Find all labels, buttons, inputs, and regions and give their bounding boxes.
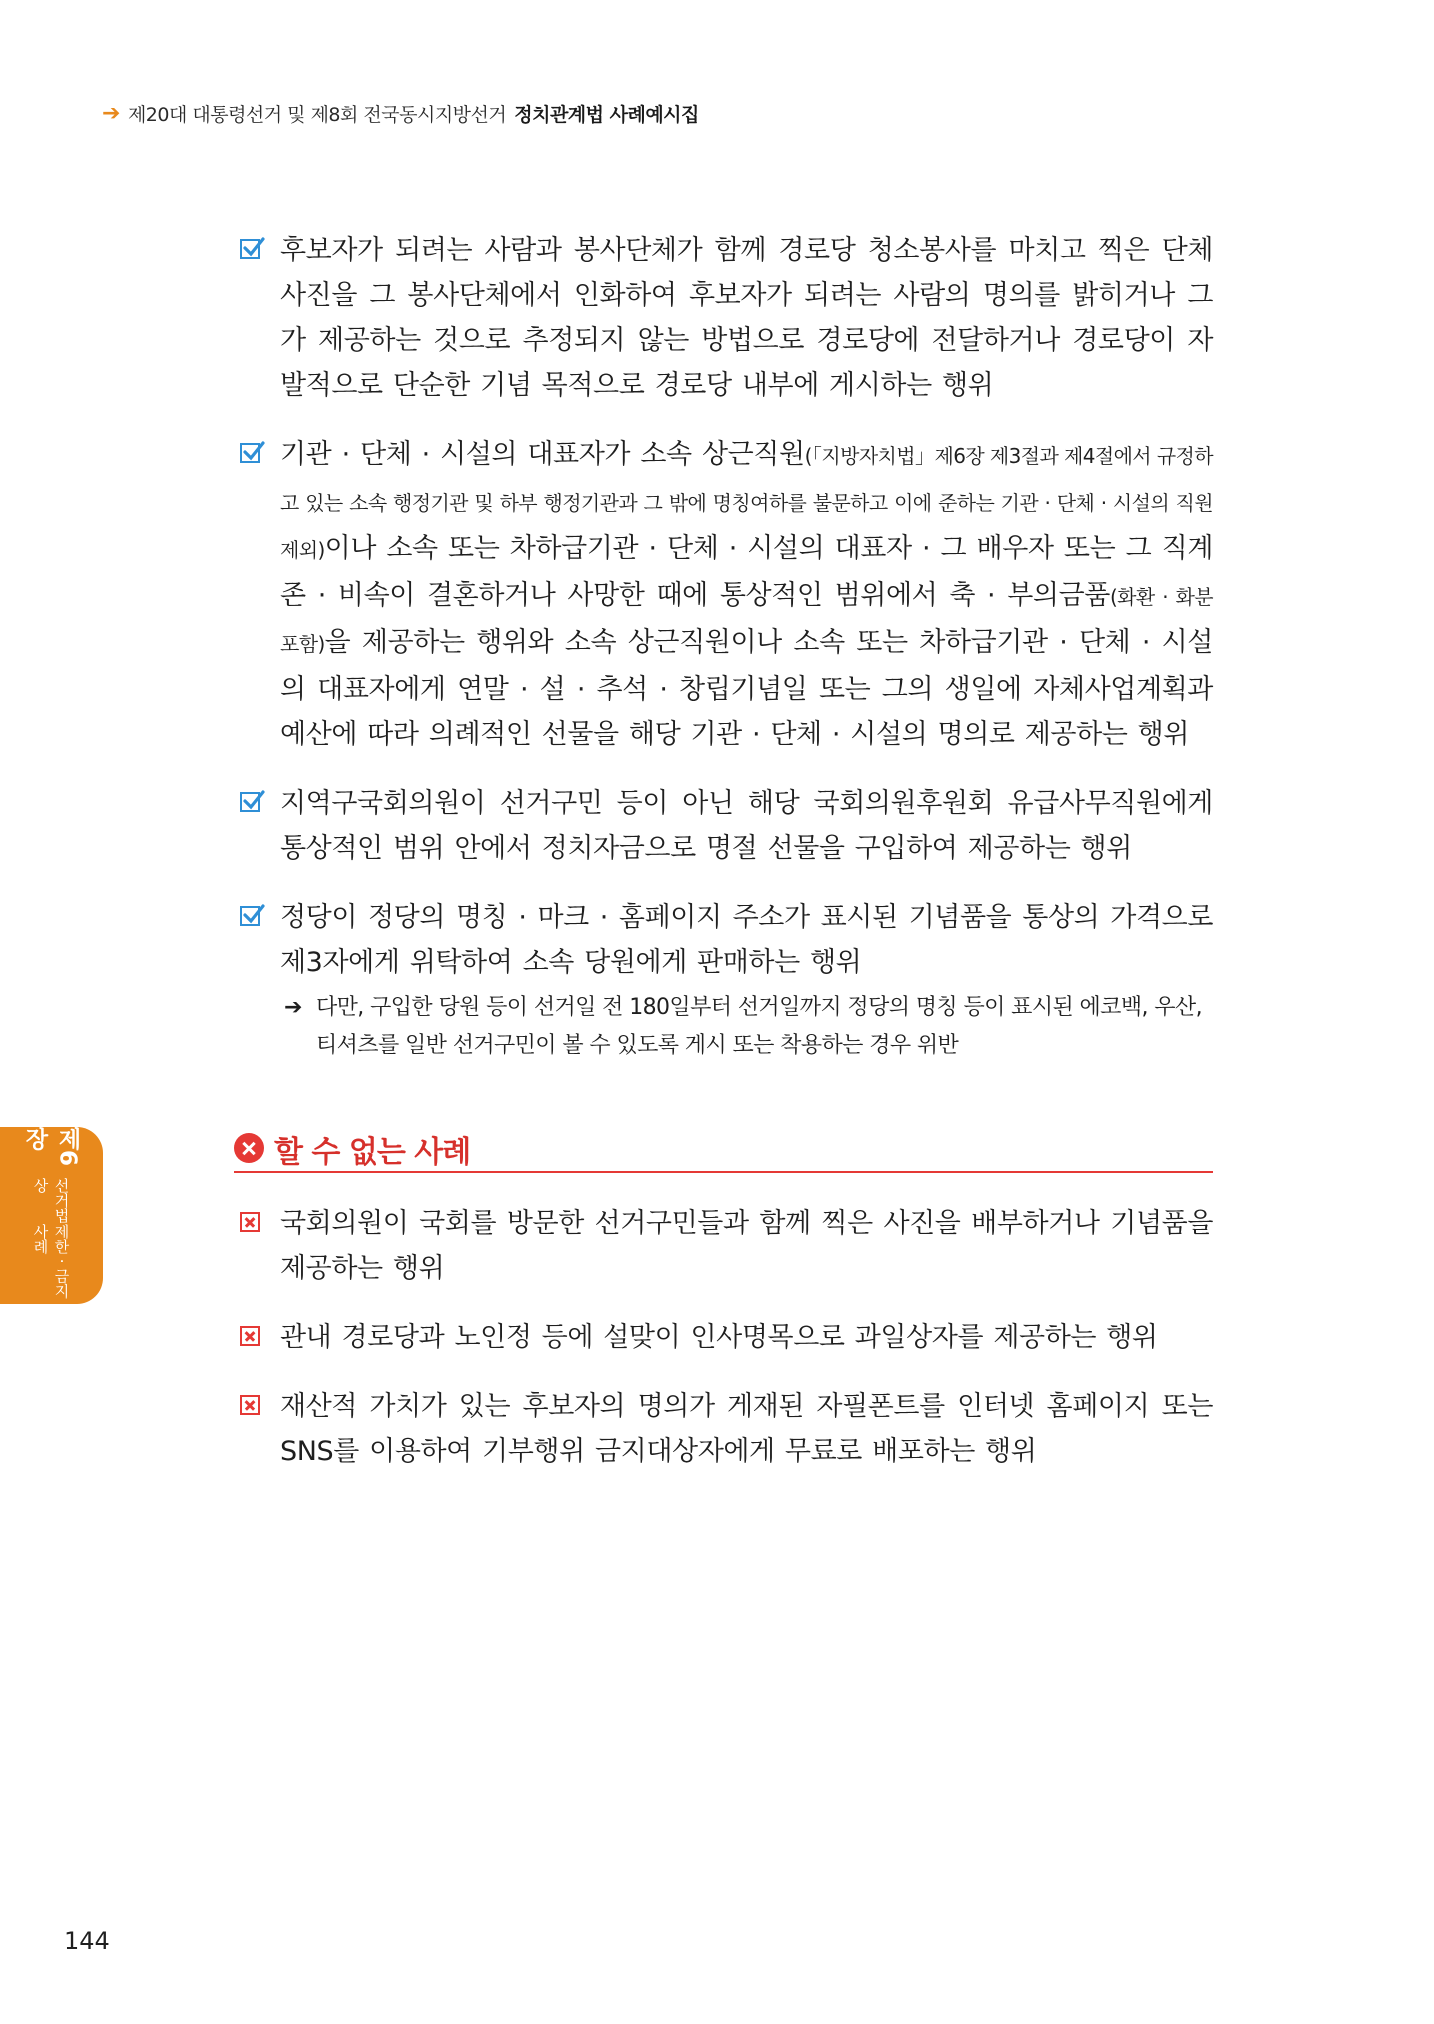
item-text-part: 이나 소속 또는 차하급기관 · 단체 · 시설의 대표자 · 그 배우자 또는 그 직계존 · 비속이 결혼하거나 사망한 때에 통상적인 범위에서 축 · 부의금품: [280, 533, 1213, 611]
note-text: 다만, 구입한 당원 등이 선거일 전 180일부터 선거일까지 정당의 명칭 등이 표시된 에코백, 우산, 티셔츠를 일반 선거구민이 볼 수 있도록 게시 또는 착용하는 경우 위반: [316, 995, 1202, 1058]
checkbox-x-icon: [240, 1326, 260, 1346]
forbidden-item: [238, 1201, 1213, 1291]
item-note: [280, 989, 1213, 1065]
main-content: [238, 228, 1213, 1498]
checkbox-x-icon: [240, 1395, 260, 1415]
x-circle-icon: [234, 1133, 264, 1163]
allowed-item: [238, 432, 1213, 757]
item-text: [280, 432, 1213, 757]
item-text: 후보자가 되려는 사람과 봉사단체가 함께 경로당 청소봉사를 마치고 찍은 단체사진을 그 봉사단체에서 인화하여 후보자가 되려는 사람의 명의를 밝히거나 그가 제공하는 것으로 추정되지 않는 방법으로 경로당에 전달하거나 경로당이 자발적으로 단순한 기념 목적으로 경로당 내부에 게시하는 행위: [280, 235, 1213, 401]
item-text: 정당이 정당의 명칭 · 마크 · 홈페이지 주소가 표시된 기념품을 통상의 가격으로 제3자에게 위탁하여 소속 당원에게 판매하는 행위: [280, 902, 1213, 978]
header-prefix: 제20대 대통령선거 및 제8회 전국동시지방선거: [127, 104, 507, 126]
allowed-item: [238, 781, 1213, 871]
forbidden-item: [238, 1384, 1213, 1474]
checkbox-checked-icon: [240, 239, 260, 259]
section-heading: [234, 1125, 1213, 1173]
section-title: 할 수 없는 사례: [274, 1135, 471, 1170]
chapter-number: 제6장: [21, 1127, 81, 1167]
chapter-side-tab: [0, 1127, 103, 1304]
checkbox-checked-icon: [240, 906, 260, 926]
chapter-line-1: 선거법상: [31, 1178, 71, 1224]
arrow-right-icon: ➔: [102, 101, 120, 126]
running-header: [102, 100, 699, 127]
item-text-part: 을 제공하는 행위와 소속 상근직원이나 소속 또는 차하급기관 · 단체 · 시설의 대표자에게 연말 · 설 · 추석 · 창립기념일 또는 그의 생일에 자체사업계획과 예산에 따라 의례적인 선물을 해당 기관 · 단체 · 시설의 명의로 제공하는 행위: [280, 627, 1213, 750]
arrow-right-icon: ➔: [284, 995, 302, 1020]
allowed-item: [238, 895, 1213, 1065]
checkbox-checked-icon: [240, 792, 260, 812]
checkbox-x-icon: [240, 1212, 260, 1232]
item-text: 국회의원이 국회를 방문한 선거구민들과 함께 찍은 사진을 배부하거나 기념품을 제공하는 행위: [280, 1208, 1213, 1284]
chapter-line-2: 제한 · 금지사례: [31, 1224, 71, 1299]
item-text-part: 기관 · 단체 · 시설의 대표자가 소속 상근직원: [280, 439, 805, 470]
header-title: 정치관계법 사례예시집: [514, 104, 699, 126]
page-number: 144: [64, 1927, 110, 1955]
item-text-small: (「지방자치법」제6장 제3절과 제4절에서 규정하고 있는 소속 행정기관 및 하부 행정기관과 그 밖에 명칭여하를 불문하고 이에 준하는 기관 · 단체 · 시설의 직원 제외): [280, 444, 1213, 562]
item-text: 재산적 가치가 있는 후보자의 명의가 게재된 자필폰트를 인터넷 홈페이지 또는 SNS를 이용하여 기부행위 금지대상자에게 무료로 배포하는 행위: [280, 1391, 1213, 1467]
allowed-item: [238, 228, 1213, 408]
forbidden-item: [238, 1315, 1213, 1360]
item-text: 지역구국회의원이 선거구민 등이 아닌 해당 국회의원후원회 유급사무직원에게 통상적인 범위 안에서 정치자금으로 명절 선물을 구입하여 제공하는 행위: [280, 788, 1213, 864]
checkbox-checked-icon: [240, 443, 260, 463]
item-text: 관내 경로당과 노인정 등에 설맞이 인사명목으로 과일상자를 제공하는 행위: [280, 1322, 1158, 1353]
item-text-small: (화환 · 화분 포함): [280, 585, 1213, 656]
